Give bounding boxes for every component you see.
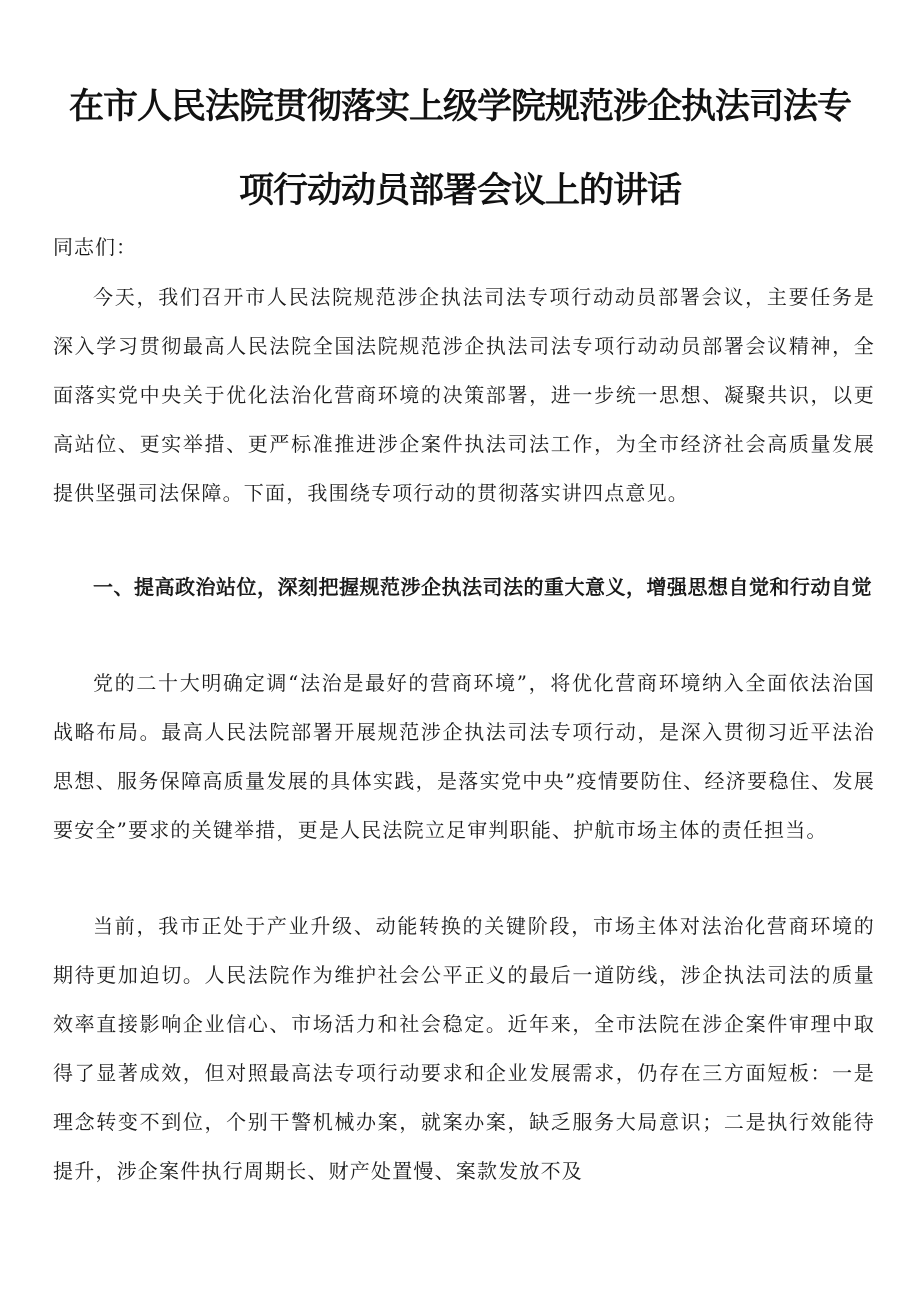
document-title-line-1: 在市人民法院贯彻落实上级学院规范涉企执法司法专 xyxy=(68,87,851,127)
paragraph-intro: 今天，我们召开市人民法院规范涉企执法司法专项行动动员部署会议，主要任务是深入学习贯彻最高人民法院全国法院规范涉企执法司法专项行动动员部署会议精神，全面落实党中央关于优化法治化营商环境的决策部署，进一步统一思想、凝聚共识，以更高站位、更实举措、更严标准推进涉企案件执法司法工作，为全市经济社会高质量发展提供坚强司法保障。下面，我围绕专项行动的贯彻落实讲四点意见。 xyxy=(53,285,875,505)
paragraph-section-1-b: 当前，我市正处于产业升级、动能转换的关键阶段，市场主体对法治化营商环境的期待更加迫切。人民法院作为维护社会公平正义的最后一道防线，涉企执法司法的质量效率直接影响企业信心、市场活力和社会稳定。近年来，全市法院在涉企案件审理中取得了显著成效，但对照最高法专项行动要求和企业发展需求，仍存在三方面短板：一是理念转变不到位，个别干警机械办案，就案办案，缺乏服务大局意识；二是执行效能待提升，涉企案件执行周期长、财产处置慢、案款发放不及 xyxy=(53,914,875,1183)
salutation: 同志们： xyxy=(53,235,137,259)
paragraph-section-1-a: 党的二十大明确定调“法治是最好的营商环境”，将优化营商环境纳入全面依法治国战略布局。最高人民法院部署开展规范涉企执法司法专项行动，是深入贯彻习近平法治思想、服务保障高质量发展的具体实践，是落实党中央”疫情要防住、经济要稳住、发展要安全”要求的关键举措，更是人民法院立足审判职能、护航市场主体的责任担当。 xyxy=(53,671,875,842)
section-heading-1: 一、提高政治站位，深刻把握规范涉企执法司法的重大意义，增强思想自觉和行动自觉 xyxy=(93,575,872,599)
document-title-line-2: 项行动动员部署会议上的讲话 xyxy=(238,171,681,211)
